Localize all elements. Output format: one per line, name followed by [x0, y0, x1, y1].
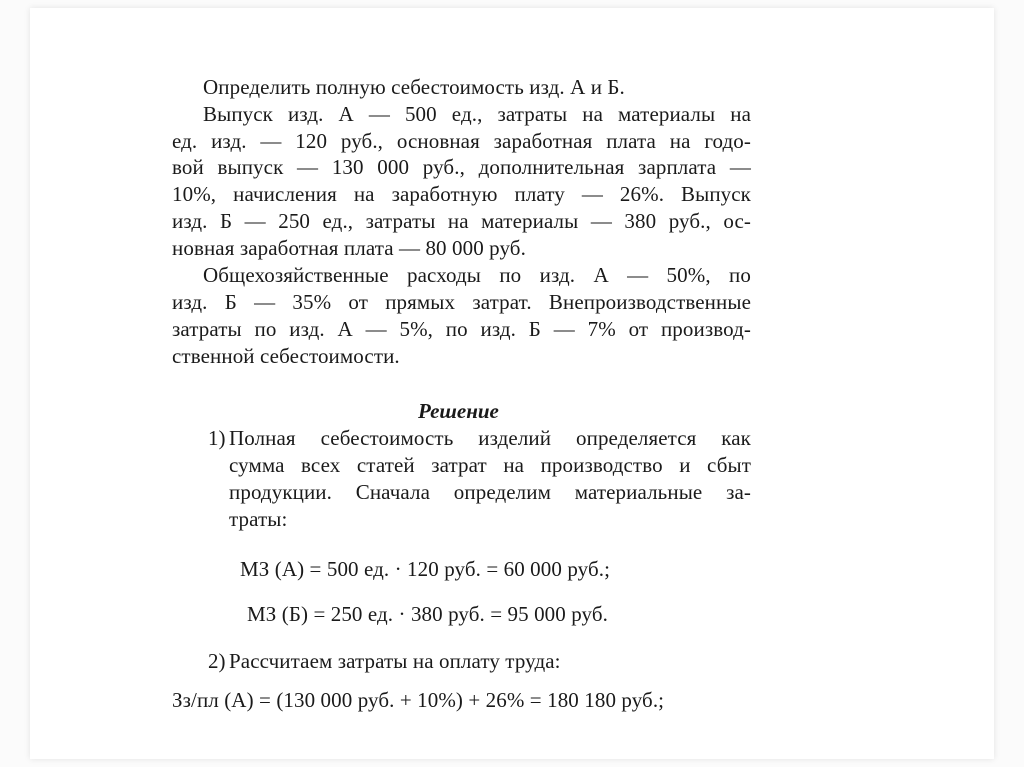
task-line-4: вой выпуск — 130 000 руб., дополнительная зарплата —: [172, 155, 751, 179]
step-1-line-2: сумма всех статей затрат на производство и сбыт: [229, 453, 751, 477]
task-line-10: затраты по изд. А — 5%, по изд. Б — 7% от производ-: [172, 317, 751, 341]
step-1-line-4: траты:: [229, 507, 288, 531]
task-line-2: Выпуск изд. А — 500 ед., затраты на материалы на: [203, 102, 751, 126]
task-line-5: 10%, начисления на заработную плату — 26%. Выпуск: [172, 182, 751, 206]
formula-mz-b: МЗ (Б) = 250 ед. · 380 руб. = 95 000 руб.: [247, 602, 609, 626]
solution-heading: Решение: [418, 399, 499, 423]
task-line-3: ед. изд. — 120 руб., основная заработная плата на годо-: [172, 129, 751, 153]
step-1-line-3: продукции. Сначала определим материальные за-: [229, 480, 751, 504]
step-2-text: Рассчитаем затраты на оплату труда:: [229, 649, 561, 673]
document-page: [30, 8, 994, 759]
formula-mz-a: МЗ (А) = 500 ед. · 120 руб. = 60 000 руб.;: [240, 557, 611, 581]
task-line-1: Определить полную себестоимость изд. А и Б.: [203, 75, 625, 99]
task-line-11: ственной себестоимости.: [172, 344, 400, 368]
task-line-8: Общехозяйственные расходы по изд. А — 50%, по: [203, 263, 751, 287]
task-line-7: новная заработная плата — 80 000 руб.: [172, 236, 526, 260]
step-1-number: 1): [208, 426, 226, 450]
task-line-6: изд. Б — 250 ед., затраты на материалы — 380 руб., ос-: [172, 209, 751, 233]
step-2-number: 2): [208, 649, 226, 673]
step-1-line-1: Полная себестоимость изделий определяется как: [229, 426, 751, 450]
task-line-9: изд. Б — 35% от прямых затрат. Внепроизводственные: [172, 290, 751, 314]
formula-zpl-a: Зз/пл (А) = (130 000 руб. + 10%) + 26% = 180 180 руб.;: [172, 688, 665, 712]
